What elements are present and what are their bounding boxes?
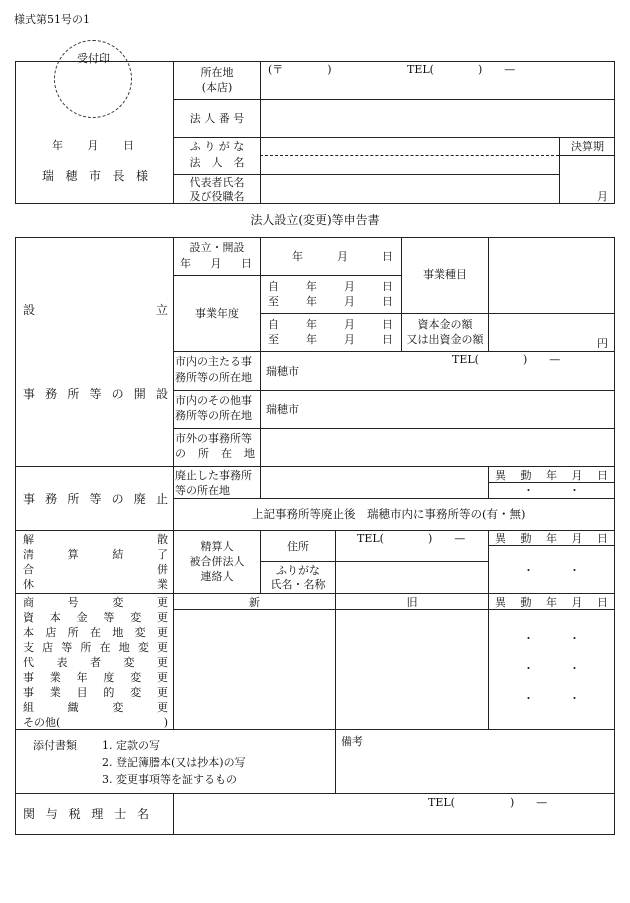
name-label: 氏名・名称: [270, 578, 326, 591]
contact-label: 連絡人: [200, 570, 234, 583]
establishment-label: 設 立: [23, 303, 168, 317]
change-business-purpose-label: 事 業 目 的 変 更: [23, 686, 168, 699]
business-type-label: 事業種目: [423, 268, 467, 281]
change-branch-label: 支 店 等 所 在 地 変 更: [23, 641, 168, 654]
corp-number-label: 法 人 番 号: [189, 112, 245, 125]
office-opening-label: 事 務 所 等 の 開 設: [23, 387, 168, 401]
location-sublabel: (本店): [201, 81, 233, 94]
representative-label: 代表者氏名: [189, 176, 245, 189]
establish-date-label: 設立・開設: [189, 241, 245, 254]
stamp-label: 受付印: [77, 52, 110, 65]
old-column-header: 旧: [406, 596, 418, 609]
period2-to: 至 年 月 日: [268, 333, 393, 346]
tax-accountant-label: 関 与 税 理 士 名: [23, 807, 149, 821]
change-head-office-label: 本 店 所 在 地 変 更: [23, 626, 168, 639]
closure-note: 上記事務所等廃止後 瑞穂市内に事務所等の(有・無): [252, 507, 526, 521]
office-closure-label: 事 務 所 等 の 廃 止: [23, 492, 168, 506]
change-organization-label: 組 織 変 更: [23, 701, 168, 714]
period2-from: 自 年 月 日: [268, 318, 393, 331]
other-office-label: 市内のその他事: [175, 394, 252, 407]
furigana-label: ふりがな: [276, 564, 320, 577]
form-title: 法人設立(変更)等申告書: [250, 213, 380, 227]
changes-change-date-label: 異 動 年 月 日: [495, 596, 608, 609]
dissolution-date-dot: ・: [523, 564, 534, 577]
change-date-dot: ・: [569, 632, 580, 645]
capital-label: 資本金の額: [417, 318, 473, 331]
closed-office-sublabel: 等の所在地: [175, 484, 230, 497]
attachment-item: 1. 定款の写: [102, 739, 160, 752]
dissolution-tel: TEL( ) —: [357, 532, 466, 545]
dissolution-change-date-label: 異 動 年 月 日: [495, 532, 608, 545]
period1-to: 至 年 月 日: [268, 295, 393, 308]
merger-label: 合 併: [23, 563, 168, 576]
outside-office-label: 市外の事務所等: [175, 432, 252, 445]
main-office-label: 市内の主たる事: [175, 355, 252, 368]
liquidator-label: 精算人: [200, 540, 234, 553]
establish-date-sublabel: 年 月 日: [180, 257, 252, 270]
new-column-header: 新: [249, 596, 260, 609]
attachment-item: 2. 登記簿謄本(又は抄本)の写: [102, 756, 246, 769]
change-date-dot: ・: [569, 692, 580, 705]
dissolution-label: 解 散: [23, 533, 168, 546]
suspension-label: 休 業: [23, 578, 168, 591]
fiscal-month: 月: [597, 190, 608, 203]
closed-office-label: 廃止した事務所: [175, 469, 252, 482]
change-representative-label: 代 表 者 変 更: [23, 656, 168, 669]
main-office-tel: TEL( ) —: [452, 353, 561, 366]
merged-corp-label: 被合併法人: [189, 555, 245, 568]
closure-date-dot: ・: [569, 484, 580, 497]
main-office-sublabel: 務所等の所在地: [175, 371, 252, 384]
attachment-item: 3. 変更事項等を証するもの: [102, 773, 237, 786]
change-date-dot: ・: [523, 662, 534, 675]
fiscal-period-label: 決算期: [571, 140, 604, 153]
other-office-sublabel: 務所等の所在地: [175, 409, 252, 422]
dissolution-date-dot: ・: [569, 564, 580, 577]
postal-code: (〒 ): [268, 63, 332, 76]
change-other-label: その他( ): [23, 716, 168, 729]
change-date-dot: ・: [523, 692, 534, 705]
corp-name-label: 法 人 名: [189, 156, 245, 169]
main-office-city: 瑞穂市: [266, 365, 299, 378]
liquidation-label: 清 算 結 了: [23, 548, 168, 561]
tax-accountant-tel: TEL( ) —: [428, 796, 548, 809]
closure-change-date-label: 異 動 年 月 日: [495, 469, 608, 482]
attachments-label: 添付書類: [33, 739, 77, 752]
date-line: 年 月 日: [52, 139, 134, 152]
change-date-dot: ・: [569, 662, 580, 675]
change-date-dot: ・: [523, 632, 534, 645]
change-business-year-label: 事 業 年 度 変 更: [23, 671, 168, 684]
outside-office-sublabel: の 所 在 地: [175, 447, 255, 460]
closure-date-dot: ・: [523, 484, 534, 497]
representative-sublabel: 及び役職名: [189, 190, 245, 203]
establish-date-value: 年 月 日: [292, 250, 393, 263]
remarks-label: 備考: [341, 735, 363, 748]
capital-unit: 円: [597, 337, 608, 350]
form-number: 様式第51号の1: [14, 13, 90, 26]
capital-sublabel: 又は出資金の額: [406, 333, 484, 346]
addressee: 瑞 穂 市 長 様: [42, 169, 148, 183]
other-office-city: 瑞穂市: [266, 403, 299, 416]
furigana-label: ふ り が な: [189, 140, 245, 153]
business-year-label: 事業年度: [195, 307, 239, 320]
location-label: 所在地: [200, 66, 234, 79]
tel-field: TEL( ) —: [407, 63, 516, 76]
period1-from: 自 年 月 日: [268, 280, 393, 293]
change-capital-label: 資 本 金 等 変 更: [23, 611, 168, 624]
address-label: 住所: [287, 540, 309, 553]
change-trade-name-label: 商 号 変 更: [23, 596, 168, 609]
